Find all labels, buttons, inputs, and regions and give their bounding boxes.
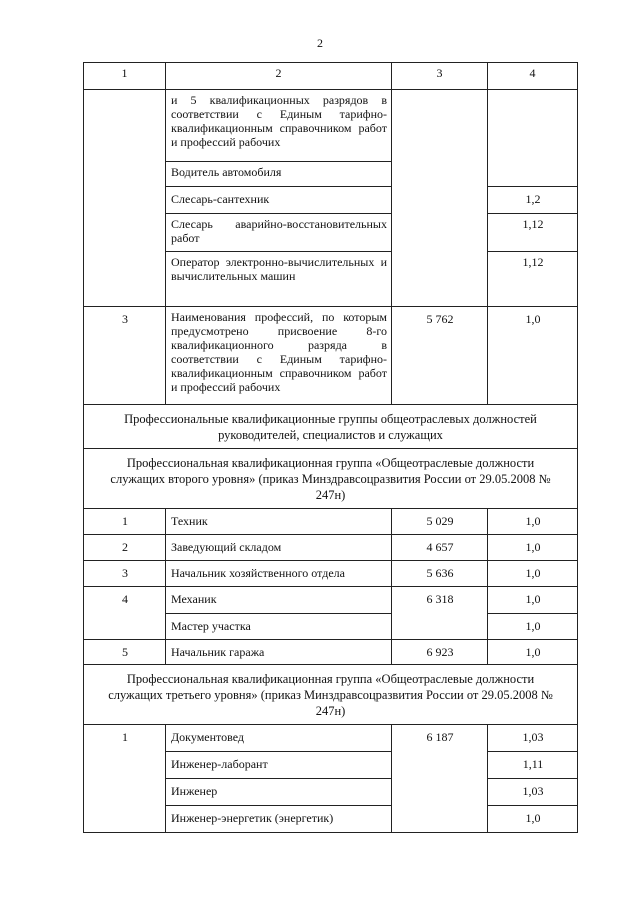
position-name: Слесарь аварийно-восстановительных работ	[166, 214, 392, 252]
coefficient-value: 1,0	[488, 509, 578, 535]
salary-value: 6 923	[392, 640, 488, 665]
coefficient-value: 1,03	[488, 725, 578, 752]
coefficient-value: 1,0	[488, 587, 578, 614]
qualification-text: Наименования профессий, по которым предусмотрено присвоение 8-го квалификационного разряда в соответствии с Единым тарифно-квалификационным справочником работ и профессий рабочих	[166, 307, 392, 405]
table-row	[84, 725, 578, 752]
header-col-2: 2	[166, 63, 392, 90]
header-col-4: 4	[488, 63, 578, 90]
level-number: 4	[84, 587, 166, 640]
header-col-3: 3	[392, 63, 488, 90]
position-name: Инженер-энергетик (энергетик)	[166, 806, 392, 833]
level-number: 1	[84, 509, 166, 535]
group-heading: Профессиональные квалификационные группы общеотраслевых должностей руководителей, специалистов и служащих	[84, 405, 578, 449]
salary-cell	[392, 90, 488, 307]
position-name: Водитель автомобиля	[166, 162, 392, 187]
level-number: 2	[84, 535, 166, 561]
coefficient-value: 1,11	[488, 752, 578, 779]
position-name: Оператор электронно-вычислительных и вычислительных машин	[166, 252, 392, 307]
coefficient-value: 1,03	[488, 779, 578, 806]
coefficient-value: 1,2	[488, 187, 578, 214]
salary-value: 6 318	[392, 587, 488, 640]
group-heading: Профессиональная квалификационная группа «Общеотраслевые должности служащих третьего уровня» (приказ Минздравсоцразвития России от 29.05.2008 № 247н)	[84, 665, 578, 725]
position-name: Инженер-лаборант	[166, 752, 392, 779]
coefficient-value: 1,12	[488, 252, 578, 307]
header-col-1: 1	[84, 63, 166, 90]
salary-value: 5 029	[392, 509, 488, 535]
qualification-text: и 5 квалификационных разрядов в соответствии с Единым тарифно-квалификационным справочником работ и профессий рабочих	[166, 90, 392, 162]
level-number: 3	[84, 307, 166, 405]
position-name: Документовед	[166, 725, 392, 752]
table-header-row	[84, 63, 578, 90]
salary-value: 4 657	[392, 535, 488, 561]
coefficient-value: 1,0	[488, 806, 578, 833]
table-row	[84, 587, 578, 614]
table-row	[84, 535, 578, 561]
level-number: 3	[84, 561, 166, 587]
coefficient-value: 1,0	[488, 640, 578, 665]
level-number: 5	[84, 640, 166, 665]
coefficient-value: 1,0	[488, 307, 578, 405]
position-name: Инженер	[166, 779, 392, 806]
table-row	[84, 561, 578, 587]
salary-value: 5 636	[392, 561, 488, 587]
table-row	[84, 640, 578, 665]
coefficient-cell	[488, 90, 578, 187]
coefficient-value: 1,0	[488, 614, 578, 640]
salary-value: 5 762	[392, 307, 488, 405]
position-name: Слесарь-сантехник	[166, 187, 392, 214]
table-row	[84, 307, 578, 405]
salary-value: 6 187	[392, 725, 488, 833]
position-name: Механик	[166, 587, 392, 614]
level-number-cell	[84, 90, 166, 307]
group-heading-row	[84, 405, 578, 449]
group-heading-row	[84, 449, 578, 509]
page-number: 2	[317, 36, 323, 50]
group-heading-row	[84, 665, 578, 725]
position-name: Мастер участка	[166, 614, 392, 640]
table-row	[84, 509, 578, 535]
position-name: Техник	[166, 509, 392, 535]
coefficient-value: 1,0	[488, 535, 578, 561]
table-row	[84, 90, 578, 162]
level-number: 1	[84, 725, 166, 833]
position-name: Заведующий складом	[166, 535, 392, 561]
group-heading: Профессиональная квалификационная группа «Общеотраслевые должности служащих второго уровня» (приказ Минздравсоцразвития России от 29.05.2008 № 247н)	[84, 449, 578, 509]
coefficient-value: 1,12	[488, 214, 578, 252]
salary-table	[83, 62, 578, 833]
position-name: Начальник гаража	[166, 640, 392, 665]
position-name: Начальник хозяйственного отдела	[166, 561, 392, 587]
coefficient-value: 1,0	[488, 561, 578, 587]
